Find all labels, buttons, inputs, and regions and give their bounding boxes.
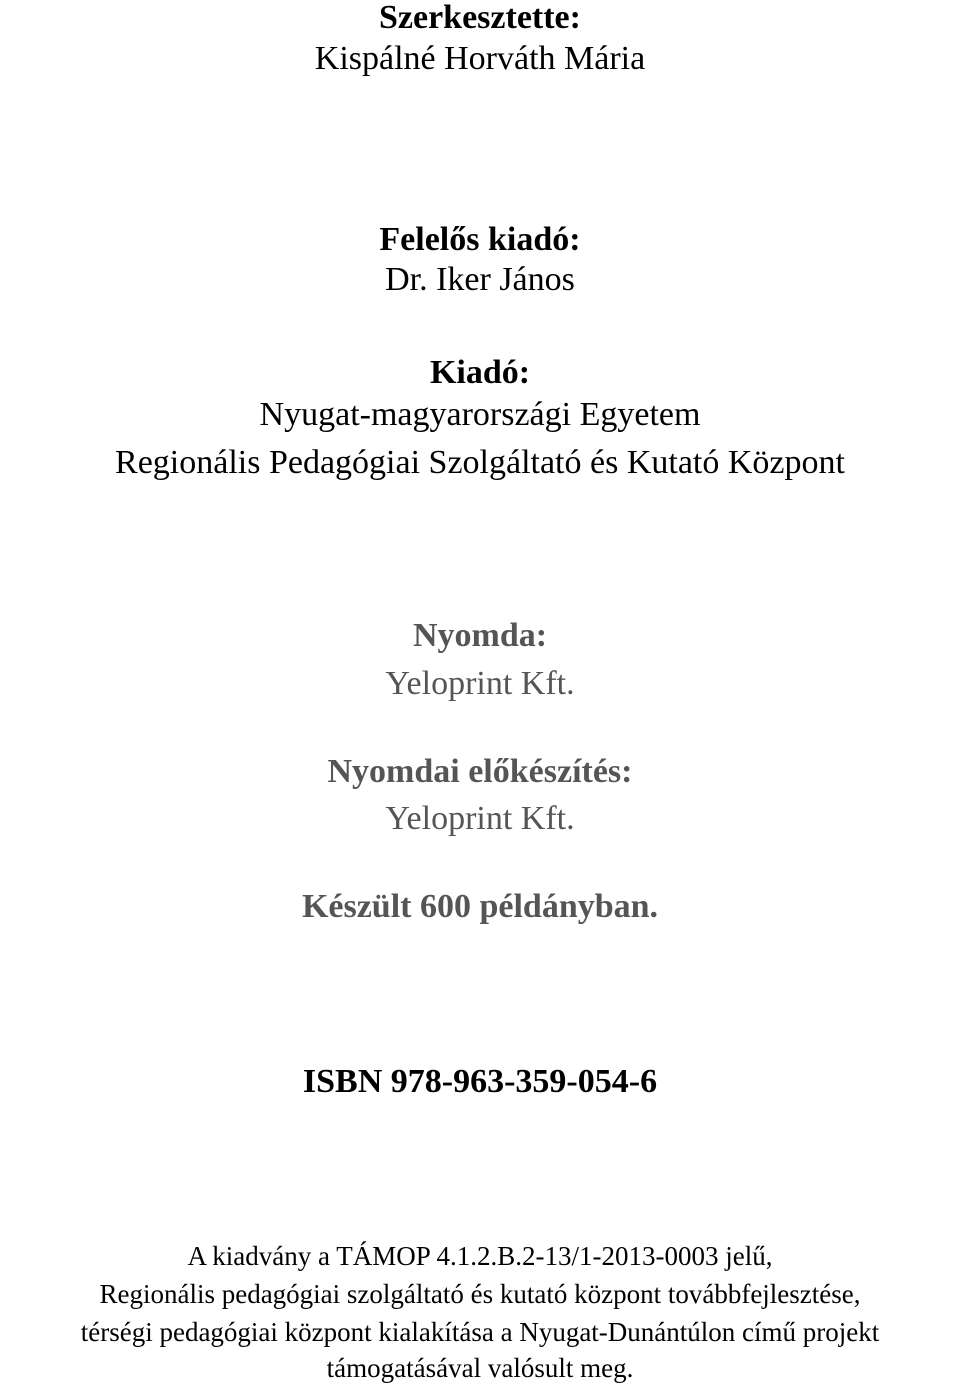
responsible-publisher-name: Dr. Iker János	[385, 261, 575, 298]
publisher-line-1: Nyugat-magyarországi Egyetem	[259, 396, 701, 433]
funding-line-4: támogatásával valósult meg.	[326, 1353, 634, 1383]
funding-line-2: Regionális pedagógiai szolgáltató és kutató központ továbbfejlesztése,	[99, 1279, 861, 1309]
publisher-line-2: Regionális Pedagógiai Szolgáltató és Kutató Központ	[115, 444, 845, 481]
prepress-name: Yeloprint Kft.	[385, 800, 575, 837]
editor-name: Kispálné Horváth Mária	[314, 40, 646, 77]
printer-heading: Nyomda:	[412, 617, 548, 654]
responsible-publisher-heading: Felelős kiadó:	[379, 221, 581, 258]
funding-line-3: térségi pedagógiai központ kialakítása a Nyugat-Dunántúlon című projekt	[80, 1317, 880, 1347]
isbn: ISBN 978-963-359-054-6	[302, 1063, 658, 1100]
publisher-heading: Kiadó:	[429, 354, 531, 391]
editor-heading: Szerkesztette:	[379, 0, 581, 36]
printer-name: Yeloprint Kft.	[385, 665, 575, 702]
copies-note: Készült 600 példányban.	[301, 888, 659, 925]
prepress-heading: Nyomdai előkészítés:	[327, 753, 633, 790]
funding-line-1: A kiadvány a TÁMOP 4.1.2.B.2-13/1-2013-0003 jelű,	[187, 1241, 773, 1271]
